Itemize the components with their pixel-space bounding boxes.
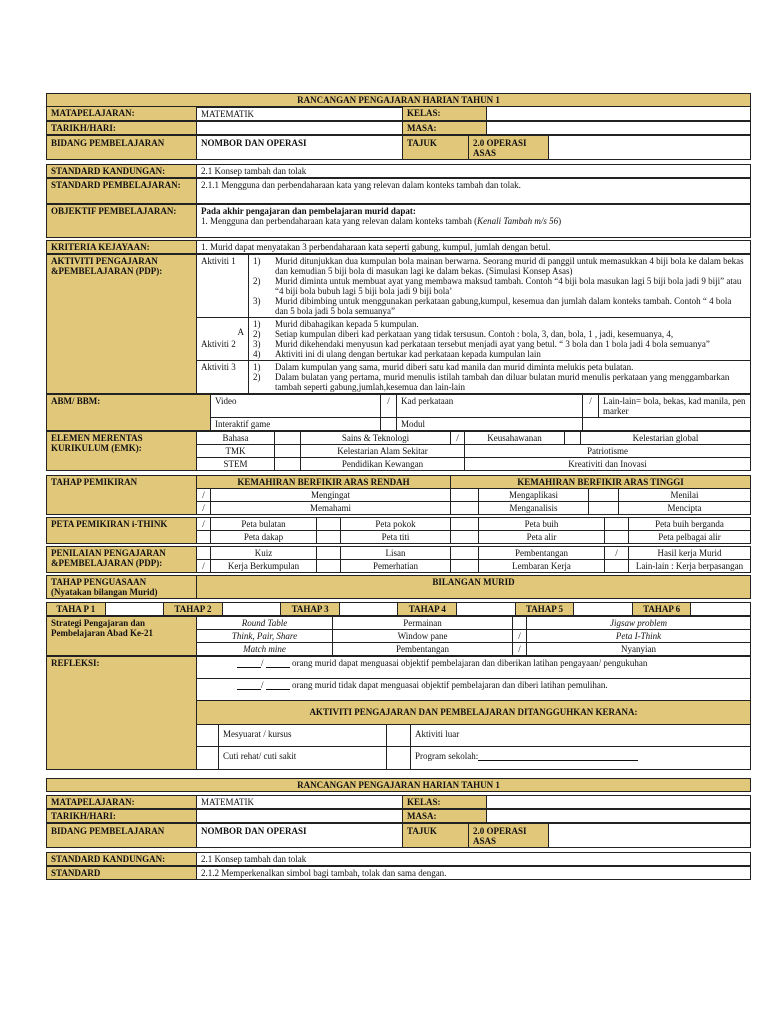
refleksi-text-1: orang murid dapat menguasai objektif pembelajaran dan diberikan latihan pengayaan/ pengukuhan bbox=[292, 658, 648, 668]
plan-2-matapelajaran-label: MATAPELAJARAN: bbox=[47, 796, 197, 808]
peta-pokok: Peta pokok bbox=[341, 518, 451, 531]
plan-2-row-tarikh bbox=[46, 809, 751, 823]
strategi-match: Match mine bbox=[197, 643, 333, 655]
peta-bulatan: Peta bulatan bbox=[211, 518, 317, 531]
emk-body bbox=[197, 432, 750, 470]
item-text: Dalam kumpulan yang sama, murid diberi satu kad manila dan murid diminta melukis peta bulatan. bbox=[275, 362, 634, 372]
tahap-level-count[interactable] bbox=[691, 603, 750, 615]
menganalisis: Menganalisis bbox=[479, 502, 589, 514]
peta-bulatan-check: / bbox=[197, 518, 211, 531]
row-sp bbox=[46, 178, 751, 204]
emk-bahasa: Bahasa bbox=[197, 432, 275, 445]
emk-kreativiti: Kreativiti dan Inovasi bbox=[568, 459, 647, 469]
objektif-head: Pada akhir pengajaran dan pembelajaran murid dapat: bbox=[201, 206, 416, 216]
objektif-text-italic: Kenali Tambah m/s 56 bbox=[477, 216, 559, 226]
plan-2-masa-label: MASA: bbox=[403, 810, 487, 822]
ditangguh-check[interactable] bbox=[387, 747, 411, 769]
kbar-heading: KEMAHIRAN BERFIKIR ARAS RENDAH bbox=[197, 476, 451, 489]
ditangguh-row-2 bbox=[197, 747, 750, 769]
plan-2-bidang-value: NOMBOR DAN OPERASI bbox=[197, 824, 403, 847]
ditangguh-check[interactable] bbox=[387, 725, 411, 747]
aktiviti-2-item bbox=[253, 339, 746, 349]
item-text: Murid ditunjukkan dua kumpulan bola mainan berwarna. Seorang murid di panggil untuk memasukkan 4 biji bola ke dalam bekas dan kemudian 5 biji bola di masukan lagi ke dalam bekas. (Simulasi Konsep Asas) bbox=[275, 256, 744, 276]
row-kriteria bbox=[46, 240, 751, 254]
peta-alir: Peta alir bbox=[479, 531, 605, 543]
plan-2-title-row bbox=[46, 778, 751, 792]
abm-row-2 bbox=[211, 418, 750, 430]
peta-check bbox=[605, 518, 629, 531]
kelas-value[interactable] bbox=[487, 107, 750, 120]
tahap-level-count[interactable] bbox=[106, 603, 165, 615]
bidang-value: NOMBOR DAN OPERASI bbox=[197, 136, 403, 159]
tahap-level-count[interactable] bbox=[457, 603, 516, 615]
refleksi-blank-c[interactable] bbox=[237, 681, 261, 690]
strategi-nyanyian: Nyanyian bbox=[621, 644, 656, 654]
strategi-nyanyian-check: / bbox=[513, 643, 527, 655]
row-tahap-levels bbox=[46, 602, 751, 616]
aktiviti-3-item bbox=[253, 372, 746, 392]
item-num: 4) bbox=[253, 349, 261, 359]
tahap-level: TAHAP 5 bbox=[516, 603, 575, 615]
mencipta: Mencipta bbox=[667, 503, 702, 513]
peta-buih-berganda: Peta buih berganda bbox=[629, 518, 750, 531]
tahap-level: TAHA P 1 bbox=[47, 603, 106, 615]
abm-kad: Kad perkataan bbox=[397, 395, 583, 418]
aktiviti-3-items bbox=[249, 361, 750, 393]
ditangguh-program-field[interactable] bbox=[478, 752, 638, 761]
row-aktiviti bbox=[46, 254, 751, 394]
strategi-body bbox=[197, 617, 750, 655]
kriteria-label: KRITERIA KEJAYAAN: bbox=[47, 241, 197, 253]
penilaian-kumpulan: Kerja Berkumpulan bbox=[211, 560, 317, 572]
kelas-label: KELAS: bbox=[403, 107, 487, 120]
refleksi-blank bbox=[197, 679, 233, 701]
aktiviti-1 bbox=[197, 255, 750, 318]
penilaian-kuiz: Kuiz bbox=[211, 547, 317, 560]
tarikh-label: TARIKH/HARI: bbox=[47, 122, 197, 134]
emk-keusahawanan-check: / bbox=[451, 432, 465, 445]
emk-alam: Kelestarian Alam Sekitar bbox=[301, 445, 465, 458]
plan-2-bidang-label: BIDANG PEMBELAJARAN bbox=[47, 824, 197, 847]
aktiviti-1-item bbox=[253, 256, 746, 276]
emk-label: ELEMEN MERENTAS KURIKULUM (EMK): bbox=[47, 432, 197, 470]
strategi-permainan: Permainan bbox=[333, 617, 513, 630]
plan-2-tajuk-box bbox=[469, 824, 750, 847]
peta-titi: Peta titi bbox=[341, 531, 451, 543]
abm-modul: Modul bbox=[397, 418, 583, 430]
ditangguh-head bbox=[197, 701, 750, 725]
plan-2-tarikh-label: TARIKH/HARI: bbox=[47, 810, 197, 822]
refleksi-text-2: orang murid tidak dapat menguasai objektif pembelajaran dan diberi latihan pemulihan. bbox=[292, 680, 608, 690]
item-text: Dalam bulatan yang pertama, murid menulis istilah tambah dan diluar bulatan murid menulis perkataan yang menggambarkan tambah seperti gabung,jumlah,kesemua dan lain-lain bbox=[275, 372, 730, 392]
abm-game: Interaktif game bbox=[211, 418, 381, 430]
abm-label: ABM/ BBM: bbox=[47, 395, 211, 430]
strategi-round: Round Table bbox=[197, 617, 333, 630]
aktiviti-2 bbox=[197, 318, 750, 361]
strategi-ithink: Peta I-Think bbox=[527, 630, 750, 643]
tajuk-box bbox=[469, 136, 750, 159]
penguasaan-subtitle: (Nyatakan bilangan Murid) bbox=[51, 587, 158, 597]
penilaian-pembentangan: Pembentangan bbox=[479, 547, 605, 560]
bidang-label: BIDANG PEMBELAJARAN bbox=[47, 136, 197, 159]
plan-2-row-sp bbox=[46, 866, 751, 880]
penilaian-check bbox=[197, 547, 211, 560]
row-objektif bbox=[46, 204, 751, 238]
emk-check bbox=[275, 458, 301, 470]
penilaian-label: PENILAIAN PENGAJARAN &PEMBELAJARAN (PDP): bbox=[47, 547, 197, 572]
plan-2-row-matapelajaran bbox=[46, 795, 751, 809]
penilaian-check bbox=[317, 547, 341, 560]
emk-kewangan: Pendidikan Kewangan bbox=[301, 458, 465, 470]
aktiviti-label: AKTIVITI PENGAJARAN &PEMBELAJARAN (PDP): bbox=[47, 255, 197, 393]
abm-row-1 bbox=[211, 395, 750, 418]
penilaian-lembaran: Lembaran Kerja bbox=[479, 560, 605, 572]
aktiviti-2-name bbox=[197, 318, 249, 361]
item-num: 3) bbox=[253, 296, 261, 306]
refleksi-line-1 bbox=[197, 657, 750, 679]
masa-value[interactable] bbox=[487, 122, 750, 134]
sp-value: 2.1.1 Mengguna dan perbendaharaan kata yang relevan dalam konteks tambah dan tolak. bbox=[201, 180, 521, 190]
plan-2-tajuk-label: TAJUK bbox=[403, 824, 469, 847]
matapelajaran-label: MATAPELAJARAN: bbox=[47, 107, 197, 120]
penilaian-hasil: Hasil kerja Murid bbox=[629, 547, 750, 560]
tahap-row-2 bbox=[197, 502, 750, 514]
penguasaan-title: TAHAP PENGUASAAN bbox=[51, 577, 147, 587]
emk-row-1 bbox=[197, 432, 750, 445]
menganalisis-check bbox=[451, 502, 479, 514]
peta-check bbox=[317, 518, 341, 531]
row-matapelajaran bbox=[46, 107, 751, 121]
objektif-text bbox=[201, 216, 746, 226]
row-penguasaan bbox=[46, 575, 751, 599]
aktiviti-2-prefix: A bbox=[237, 327, 244, 337]
abm-video: Video bbox=[211, 395, 381, 418]
row-penilaian bbox=[46, 546, 751, 573]
plan-2-tajuk-blank bbox=[549, 824, 750, 847]
emk-sains: Sains & Teknologi bbox=[301, 432, 451, 445]
emk-row-2 bbox=[197, 445, 750, 458]
strategi-ithink-check: / bbox=[513, 630, 527, 643]
tahap-level-count[interactable] bbox=[340, 603, 399, 615]
tahap-label: TAHAP PEMIKIRAN bbox=[47, 476, 197, 514]
penilaian-row-1 bbox=[197, 547, 750, 560]
penilaian-check bbox=[451, 560, 479, 572]
plan-title-row bbox=[46, 93, 751, 107]
plan-2-row-bidang bbox=[46, 823, 751, 848]
tahap-level: TAHAP 4 bbox=[398, 603, 457, 615]
tahap-level-count[interactable] bbox=[223, 603, 282, 615]
peta-label: PETA PEMIKIRAN i-THINK bbox=[47, 518, 197, 543]
emk-check bbox=[275, 432, 301, 445]
penilaian-check bbox=[317, 560, 341, 572]
item-text: Aktiviti ini di ulang dengan bertukar kad perkataan kepada kumpulan lain bbox=[275, 349, 541, 359]
refleksi-blank-d[interactable] bbox=[266, 681, 290, 690]
tahap-head bbox=[197, 476, 750, 489]
plan-2-row-sk bbox=[46, 852, 751, 866]
memahami: Memahami bbox=[211, 502, 451, 514]
abm-modul-check bbox=[381, 418, 397, 430]
row-tahap bbox=[46, 475, 751, 515]
mengingat-check: / bbox=[197, 489, 211, 502]
mengingat: Mengingat bbox=[211, 489, 451, 502]
item-num: 3) bbox=[253, 339, 261, 349]
penilaian-row-2 bbox=[197, 560, 750, 572]
abm-body bbox=[211, 395, 750, 430]
peta-body bbox=[197, 518, 750, 543]
plan-2-tajuk-value: 2.0 OPERASI ASAS bbox=[469, 824, 549, 847]
aktiviti-2-label: Aktiviti 2 bbox=[201, 339, 236, 349]
item-num: 1) bbox=[253, 256, 261, 266]
abm-kad-check: / bbox=[381, 395, 397, 418]
plan-2-sp-value: 2.1.2 Memperkenalkan simbol bagi tambah, tolak dan sama dengan. bbox=[201, 868, 447, 878]
tahap-row-1 bbox=[197, 489, 750, 502]
tajuk-value: 2.0 OPERASI ASAS bbox=[469, 136, 549, 159]
row-strategi bbox=[46, 616, 751, 656]
emk-patriotisme: Patriotisme bbox=[465, 445, 750, 458]
row-sk bbox=[46, 164, 751, 178]
item-text: Murid diminta untuk membuat ayat yang membawa maksud tambah. Contoh “4 biji bola masukan lagi 5 biji bola jadi 9 biji” atau “4 biji bola bubuh lagi 5 biji bola jadi 9 biji bola’ bbox=[275, 276, 742, 296]
aktiviti-3 bbox=[197, 361, 750, 393]
aktiviti-2-items bbox=[249, 318, 750, 361]
strategi-row-3 bbox=[197, 643, 750, 655]
refleksi-line-1-text: / orang murid dapat menguasai objektif pembelajaran dan diberikan latihan pengayaan/ pengukuhan bbox=[233, 657, 750, 679]
item-text: Murid dibimbing untuk menggunakan perkataan gabung,kumpul, kesemua dan jumlah dalam konteks tambah. Contoh “ 4 bola dan 5 bola jadi 5 bola semuanya” bbox=[275, 296, 732, 316]
kbat-heading: KEMAHIRAN BERFIKIR ARAS TINGGI bbox=[451, 476, 750, 489]
plan-2-kelas-value[interactable] bbox=[487, 796, 750, 808]
memahami-check: / bbox=[197, 502, 211, 514]
ditangguh-cuti: Cuti rehat/ cuti sakit bbox=[219, 747, 387, 769]
menilai: Menilai bbox=[619, 489, 750, 502]
item-text: Murid dibahagikan kepada 5 kumpulan. bbox=[275, 319, 419, 329]
ditangguh-aktiviti-luar: Aktiviti luar bbox=[411, 725, 750, 747]
row-bidang bbox=[46, 135, 751, 160]
peta-row-1 bbox=[197, 518, 750, 531]
row-peta bbox=[46, 517, 751, 544]
peta-check bbox=[317, 531, 341, 543]
item-num: 1) bbox=[253, 362, 261, 372]
row-tarikh bbox=[46, 121, 751, 135]
peta-check bbox=[197, 531, 211, 543]
abm-lain-check: / bbox=[583, 395, 599, 418]
masa-label: MASA: bbox=[403, 122, 487, 134]
row-abm bbox=[46, 394, 751, 431]
matapelajaran-value: MATEMATIK bbox=[197, 107, 403, 120]
menilai-check bbox=[589, 489, 619, 502]
strategi-check bbox=[513, 617, 527, 630]
refleksi-blank-b[interactable] bbox=[266, 659, 290, 668]
sk-value: 2.1 Konsep tambah dan tolak bbox=[201, 166, 307, 176]
plan-2-title: RANCANGAN PENGAJARAN HARIAN TAHUN 1 bbox=[297, 780, 500, 790]
penilaian-check bbox=[605, 560, 629, 572]
aktiviti-1-name: Aktiviti 1 bbox=[197, 255, 249, 318]
aktiviti-1-item bbox=[253, 276, 746, 296]
tajuk-blank bbox=[549, 136, 750, 159]
penilaian-check bbox=[451, 547, 479, 560]
penilaian-lain: Lain-lain : Kerja berpasangan bbox=[635, 561, 744, 571]
aktiviti-body bbox=[197, 255, 750, 393]
peta-check bbox=[605, 531, 629, 543]
row-refleksi bbox=[46, 656, 751, 770]
penilaian-kumpulan-check: / bbox=[197, 560, 211, 572]
peta-dakap: Peta dakap bbox=[211, 531, 317, 543]
refleksi-line-2 bbox=[197, 679, 750, 701]
plan-2-tarikh-value[interactable] bbox=[197, 810, 403, 822]
aktiviti-2-item bbox=[253, 329, 746, 339]
objektif-label: OBJEKTIF PEMBELAJARAN: bbox=[47, 205, 197, 237]
plan-2-matapelajaran-value: MATEMATIK bbox=[197, 796, 403, 808]
emk-row-3 bbox=[197, 458, 750, 470]
aktiviti-2-item bbox=[253, 319, 746, 329]
plan-2-sp-label: STANDARD bbox=[47, 867, 197, 879]
objektif-text-close: ) bbox=[558, 216, 562, 226]
bilangan-murid-heading: BILANGAN MURID bbox=[197, 576, 750, 598]
penilaian-body bbox=[197, 547, 750, 572]
aktiviti-2-item bbox=[253, 349, 746, 359]
item-text: Setiap kumpulan diberi kad perkataan yang tidak tersusun. Contoh : bola, 3, dan, bola, 1 , jadi, kesemuanya, 4, bbox=[275, 329, 674, 339]
refleksi-body bbox=[197, 657, 750, 769]
emk-stem: STEM bbox=[197, 458, 275, 470]
penguasaan-label bbox=[47, 576, 197, 598]
plan-title: RANCANGAN PENGAJARAN HARIAN TAHUN 1 bbox=[297, 95, 500, 105]
strategi-window: Window pane bbox=[333, 630, 513, 643]
emk-check bbox=[275, 445, 301, 458]
mengaplikasi-check bbox=[451, 489, 479, 502]
sp-label: STANDARD PEMBELAJARAN: bbox=[47, 179, 197, 203]
objektif-value bbox=[197, 205, 750, 237]
penilaian-hasil-check: / bbox=[605, 547, 629, 560]
peta-pelbagai-alir: Peta pelbagai alir bbox=[658, 532, 721, 542]
peta-check bbox=[451, 518, 479, 531]
item-num: 1) bbox=[253, 319, 261, 329]
mengaplikasi: Mengaplikasi bbox=[479, 489, 589, 502]
ditangguh-heading: AKTIVITI PENGAJARAN DAN PEMBELAJARAN DITANGGUHKAN KERANA: bbox=[197, 701, 750, 725]
strategi-label: Strategi Pengajaran dan Pembelajaran Abad Ke-21 bbox=[47, 617, 197, 655]
objektif-text-main: 1. Mengguna dan perbendaharaan kata yang relevan dalam konteks tambah ( bbox=[201, 216, 478, 226]
row-emk bbox=[46, 431, 751, 471]
plan-2-sk-label: STANDARD KANDUNGAN: bbox=[47, 853, 197, 865]
strategi-row-2 bbox=[197, 630, 750, 643]
plan-2-sk-value: 2.1 Konsep tambah dan tolak bbox=[201, 854, 307, 864]
tahap-body bbox=[197, 476, 750, 514]
lesson-plan-document bbox=[46, 93, 751, 880]
plan-2-masa-value[interactable] bbox=[487, 810, 750, 822]
ditangguh-check[interactable] bbox=[197, 725, 219, 747]
item-num: 2) bbox=[253, 372, 261, 382]
penilaian-pemerhatian: Pemerhatian bbox=[341, 560, 451, 572]
strategi-jigsaw: Jigsaw problem bbox=[527, 617, 750, 630]
tarikh-value[interactable] bbox=[197, 122, 403, 134]
aktiviti-3-item bbox=[253, 362, 746, 372]
mencipta-check bbox=[589, 502, 619, 514]
strategi-row-1 bbox=[197, 617, 750, 630]
tahap-level: TAHAP 6 bbox=[633, 603, 692, 615]
tahap-level: TAHAP 3 bbox=[281, 603, 340, 615]
kriteria-value: 1. Murid dapat menyatakan 3 perbendaharaan kata seperti gabung, kumpul, jumlah dengan betul. bbox=[201, 242, 551, 252]
ditangguh-program bbox=[411, 747, 750, 769]
peta-row-2 bbox=[197, 531, 750, 543]
emk-kelestarian: Kelestarian global bbox=[581, 432, 750, 445]
refleksi-label: REFLEKSI: bbox=[47, 657, 197, 769]
abm-blank bbox=[583, 418, 750, 430]
ditangguh-mesyuarat: Mesyuarat / kursus bbox=[219, 725, 387, 747]
sk-label: STANDARD KANDUNGAN: bbox=[47, 165, 197, 177]
peta-check bbox=[451, 531, 479, 543]
abm-lain: Lain-lain= bola, bekas, kad manila, pen marker bbox=[599, 395, 750, 418]
plan-2-kelas-label: KELAS: bbox=[403, 796, 487, 808]
refleksi-blank-a[interactable] bbox=[237, 659, 261, 668]
emk-tmk: TMK bbox=[197, 445, 275, 458]
penilaian-lisan: Lisan bbox=[341, 547, 451, 560]
aktiviti-1-item bbox=[253, 296, 746, 316]
strategi-pembentangan: Pembentangan bbox=[333, 643, 513, 655]
item-text: Murid dikehendaki menyusun kad perkataan tersebut menjadi ayat yang betul. “ 3 bola dan 1 bola jadi 4 bola semuanya” bbox=[275, 339, 710, 349]
peta-buih: Peta buih bbox=[479, 518, 605, 531]
item-num: 2) bbox=[253, 276, 261, 286]
emk-check bbox=[565, 432, 581, 445]
ditangguh-check[interactable] bbox=[197, 747, 219, 769]
aktiviti-1-items bbox=[249, 255, 750, 318]
ditangguh-row-1 bbox=[197, 725, 750, 747]
refleksi-line-2-text: / orang murid tidak dapat menguasai objektif pembelajaran dan diberi latihan pemulihan. bbox=[233, 679, 750, 701]
tahap-level-count[interactable] bbox=[574, 603, 633, 615]
ditangguh-program-label: Program sekolah: bbox=[415, 751, 479, 761]
tahap-level: TAHAP 2 bbox=[164, 603, 223, 615]
tajuk-label: TAJUK bbox=[403, 136, 469, 159]
item-num: 2) bbox=[253, 329, 261, 339]
emk-keusahawanan: Keusahawanan bbox=[465, 432, 565, 445]
strategi-think: Think, Pair, Share bbox=[197, 630, 333, 643]
refleksi-blank bbox=[197, 657, 233, 679]
aktiviti-3-name: Aktiviti 3 bbox=[197, 361, 249, 393]
